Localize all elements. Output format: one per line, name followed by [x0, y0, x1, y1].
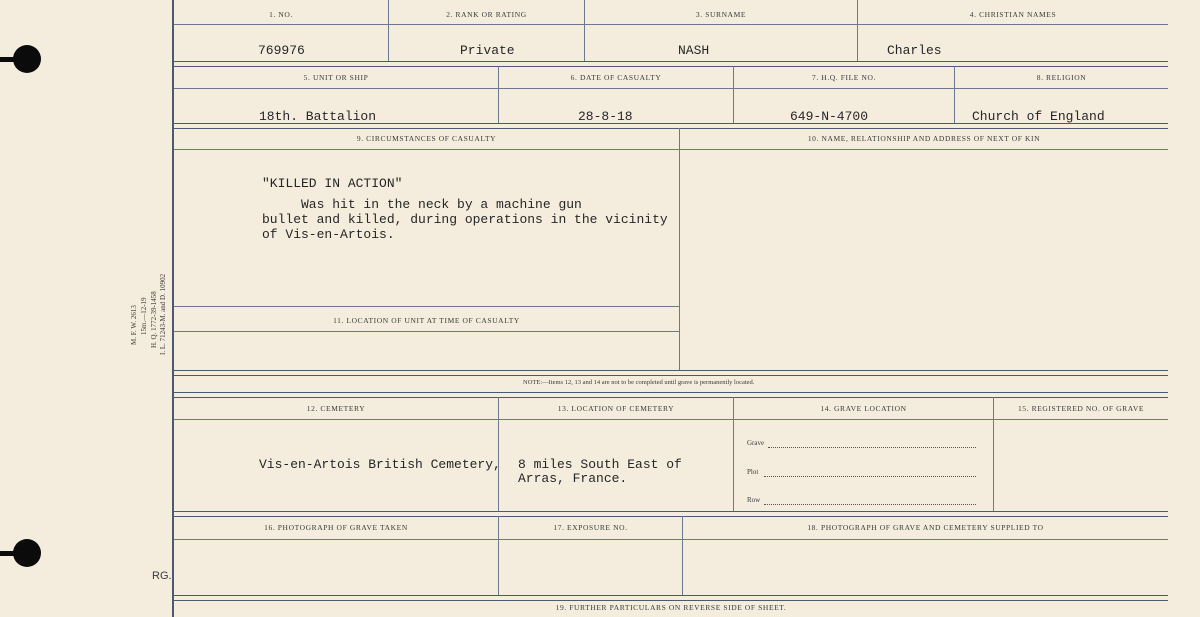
header-exposure-no: 17. EXPOSURE NO. [553, 523, 628, 532]
circumstances-line-4: of Vis-en-Artois. [262, 227, 395, 242]
r4-header-rule [174, 419, 1168, 420]
header-photograph-supplied: 18. PHOTOGRAPH OF GRAVE AND CEMETERY SUPPLIED TO [807, 523, 1044, 532]
header-file-no: 7. H.Q. FILE NO. [812, 73, 876, 82]
religion: Church of England [972, 109, 1105, 124]
r2-header-rule [174, 88, 1168, 89]
row-label: Row [747, 496, 761, 504]
r3-header-rule [174, 149, 1168, 150]
side-print-4: I. L. 71243-M. and D. 10902 [159, 273, 167, 355]
row-dots [764, 504, 976, 505]
header-religion: 8. RELIGION [1036, 73, 1087, 82]
plot-dots [764, 476, 976, 477]
note: NOTE:—Items 12, 13 and 14 are not to be completed until grave is permanently located. [523, 379, 755, 386]
r2-bottom-rule [174, 123, 1168, 129]
cemetery-location-line-1: 8 miles South East of [518, 457, 682, 472]
circumstances-line-3: bullet and killed, during operations in the vicinity [262, 212, 668, 227]
header-location-of-cemetery: 13. LOCATION OF CEMETERY [557, 404, 675, 413]
header-next-of-kin: 10. NAME, RELATIONSHIP AND ADDRESS OF NEXT OF KIN [807, 134, 1041, 143]
r3-div [679, 128, 680, 370]
cemetery-name: Vis-en-Artois British Cemetery, [259, 457, 501, 472]
plot-label: Plot [747, 468, 759, 476]
circumstances-line-1: "KILLED IN ACTION" [262, 176, 403, 191]
date-of-casualty: 28-8-18 [578, 109, 633, 124]
circumstances-line-2: Was hit in the neck by a machine gun [262, 197, 582, 212]
r4-bottom-rule [174, 511, 1168, 517]
grave-label: Grave [747, 439, 765, 447]
r3-bottom-rule [174, 370, 1168, 376]
header-surname: 3. SURNAME [695, 10, 747, 19]
header-christian-names: 4. CHRISTIAN NAMES [969, 10, 1057, 19]
header-cemetery: 12. CEMETERY [306, 404, 366, 413]
service-number: 769976 [258, 43, 305, 58]
punch-hole-bottom [13, 539, 41, 567]
header-photograph-taken: 16. PHOTOGRAPH OF GRAVE TAKEN [264, 523, 408, 532]
header-unit: 5. UNIT OR SHIP [303, 73, 369, 82]
rank: Private [460, 43, 515, 58]
cemetery-location-line-2: Arras, France. [518, 471, 628, 486]
r1-header-rule [174, 24, 1168, 25]
rg-label: RG. [152, 570, 172, 582]
r5-bottom-rule [174, 595, 1168, 601]
r3-location-rule-top [174, 306, 679, 307]
grave-dots [768, 447, 976, 448]
r4-div-1 [498, 397, 499, 511]
header-date: 6. DATE OF CASUALTY [570, 73, 662, 82]
header-rank: 2. RANK OR RATING [446, 10, 527, 19]
header-grave-location: 14. GRAVE LOCATION [820, 404, 907, 413]
r3-location-rule-bottom [174, 331, 679, 332]
hq-file-no: 649-N-4700 [790, 109, 869, 124]
header-no: 1. NO. [269, 10, 293, 19]
side-print-3: H. Q. 1772-39-1458 [150, 291, 158, 348]
side-print-1: M. F. W. 2613 [130, 305, 138, 345]
r1-bottom-rule [174, 61, 1168, 67]
header-registered-no: 15. REGISTERED NO. OF GRAVE [1017, 404, 1145, 413]
christian-names: Charles [887, 43, 942, 58]
surname: NASH [678, 43, 710, 58]
r5-header-rule [174, 539, 1168, 540]
unit: 18th. Battalion [259, 109, 377, 124]
r4-div-2 [733, 397, 734, 511]
header-location-of-unit: 11. LOCATION OF UNIT AT TIME OF CASUALTY [333, 316, 520, 325]
note-bottom-rule [174, 392, 1168, 398]
punch-hole-top [13, 45, 41, 73]
header-circumstances: 9. CIRCUMSTANCES OF CASUALTY [356, 134, 497, 143]
side-print-2: 15m.—12-19 [140, 297, 148, 335]
footer-text: 19. FURTHER PARTICULARS ON REVERSE SIDE OF SHEET. [555, 603, 787, 612]
r4-div-3 [993, 397, 994, 511]
